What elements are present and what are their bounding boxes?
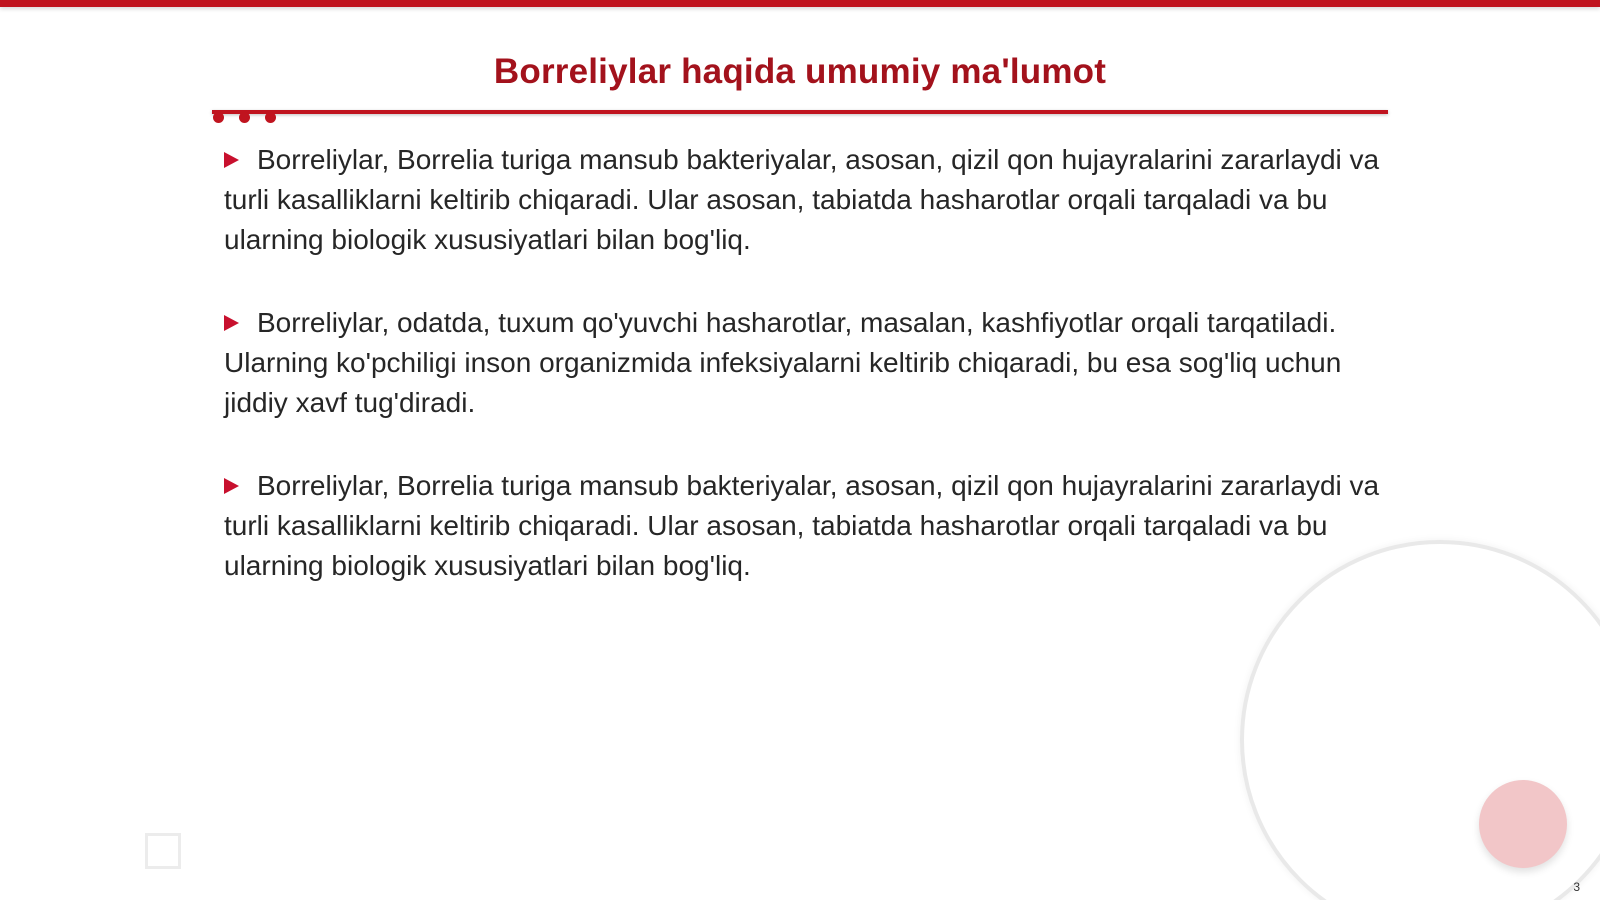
bullet-list: [224, 140, 1384, 629]
top-accent-bar: [0, 0, 1600, 7]
bullet-item: [224, 303, 1384, 423]
triangle-bullet-icon: [224, 152, 239, 168]
decor-pink-circle: [1479, 780, 1567, 868]
bullet-item: [224, 140, 1384, 260]
title-underline: [212, 110, 1388, 114]
decor-dot: [265, 112, 276, 123]
triangle-bullet-icon: [224, 478, 239, 494]
slide-title: Borreliylar haqida umumiy ma'lumot: [493, 52, 1107, 91]
decor-dot: [213, 112, 224, 123]
decor-square-outline: [145, 833, 181, 869]
decor-dot: [239, 112, 250, 123]
bullet-text: Borreliylar, odatda, tuxum qo'yuvchi hasharotlar, masalan, kashfiyotlar orqali tarqatiladi. Ularning ko'pchiligi inson organizmida infeksiyalarni keltirib chiqaradi, bu esa sog'liq uchun jiddiy xavf tug'diradi.: [224, 307, 1342, 418]
triangle-bullet-icon: [224, 315, 239, 331]
bullet-text: Borreliylar, Borrelia turiga mansub bakteriyalar, asosan, qizil qon hujayralarini zararlaydi va turli kasalliklarni keltirib chiqaradi. Ular asosan, tabiatda hasharotlar orqali tarqaladi va bu ularning biologik xususiyatlari bilan bog'liq.: [224, 144, 1380, 255]
bullet-item: [224, 466, 1384, 586]
bullet-text: Borreliylar, Borrelia turiga mansub bakteriyalar, asosan, qizil qon hujayralarini zararlaydi va turli kasalliklarni keltirib chiqaradi. Ular asosan, tabiatda hasharotlar orqali tarqaladi va bu ularning biologik xususiyatlari bilan bog'liq.: [224, 470, 1380, 581]
page-number: 3: [1573, 880, 1580, 894]
